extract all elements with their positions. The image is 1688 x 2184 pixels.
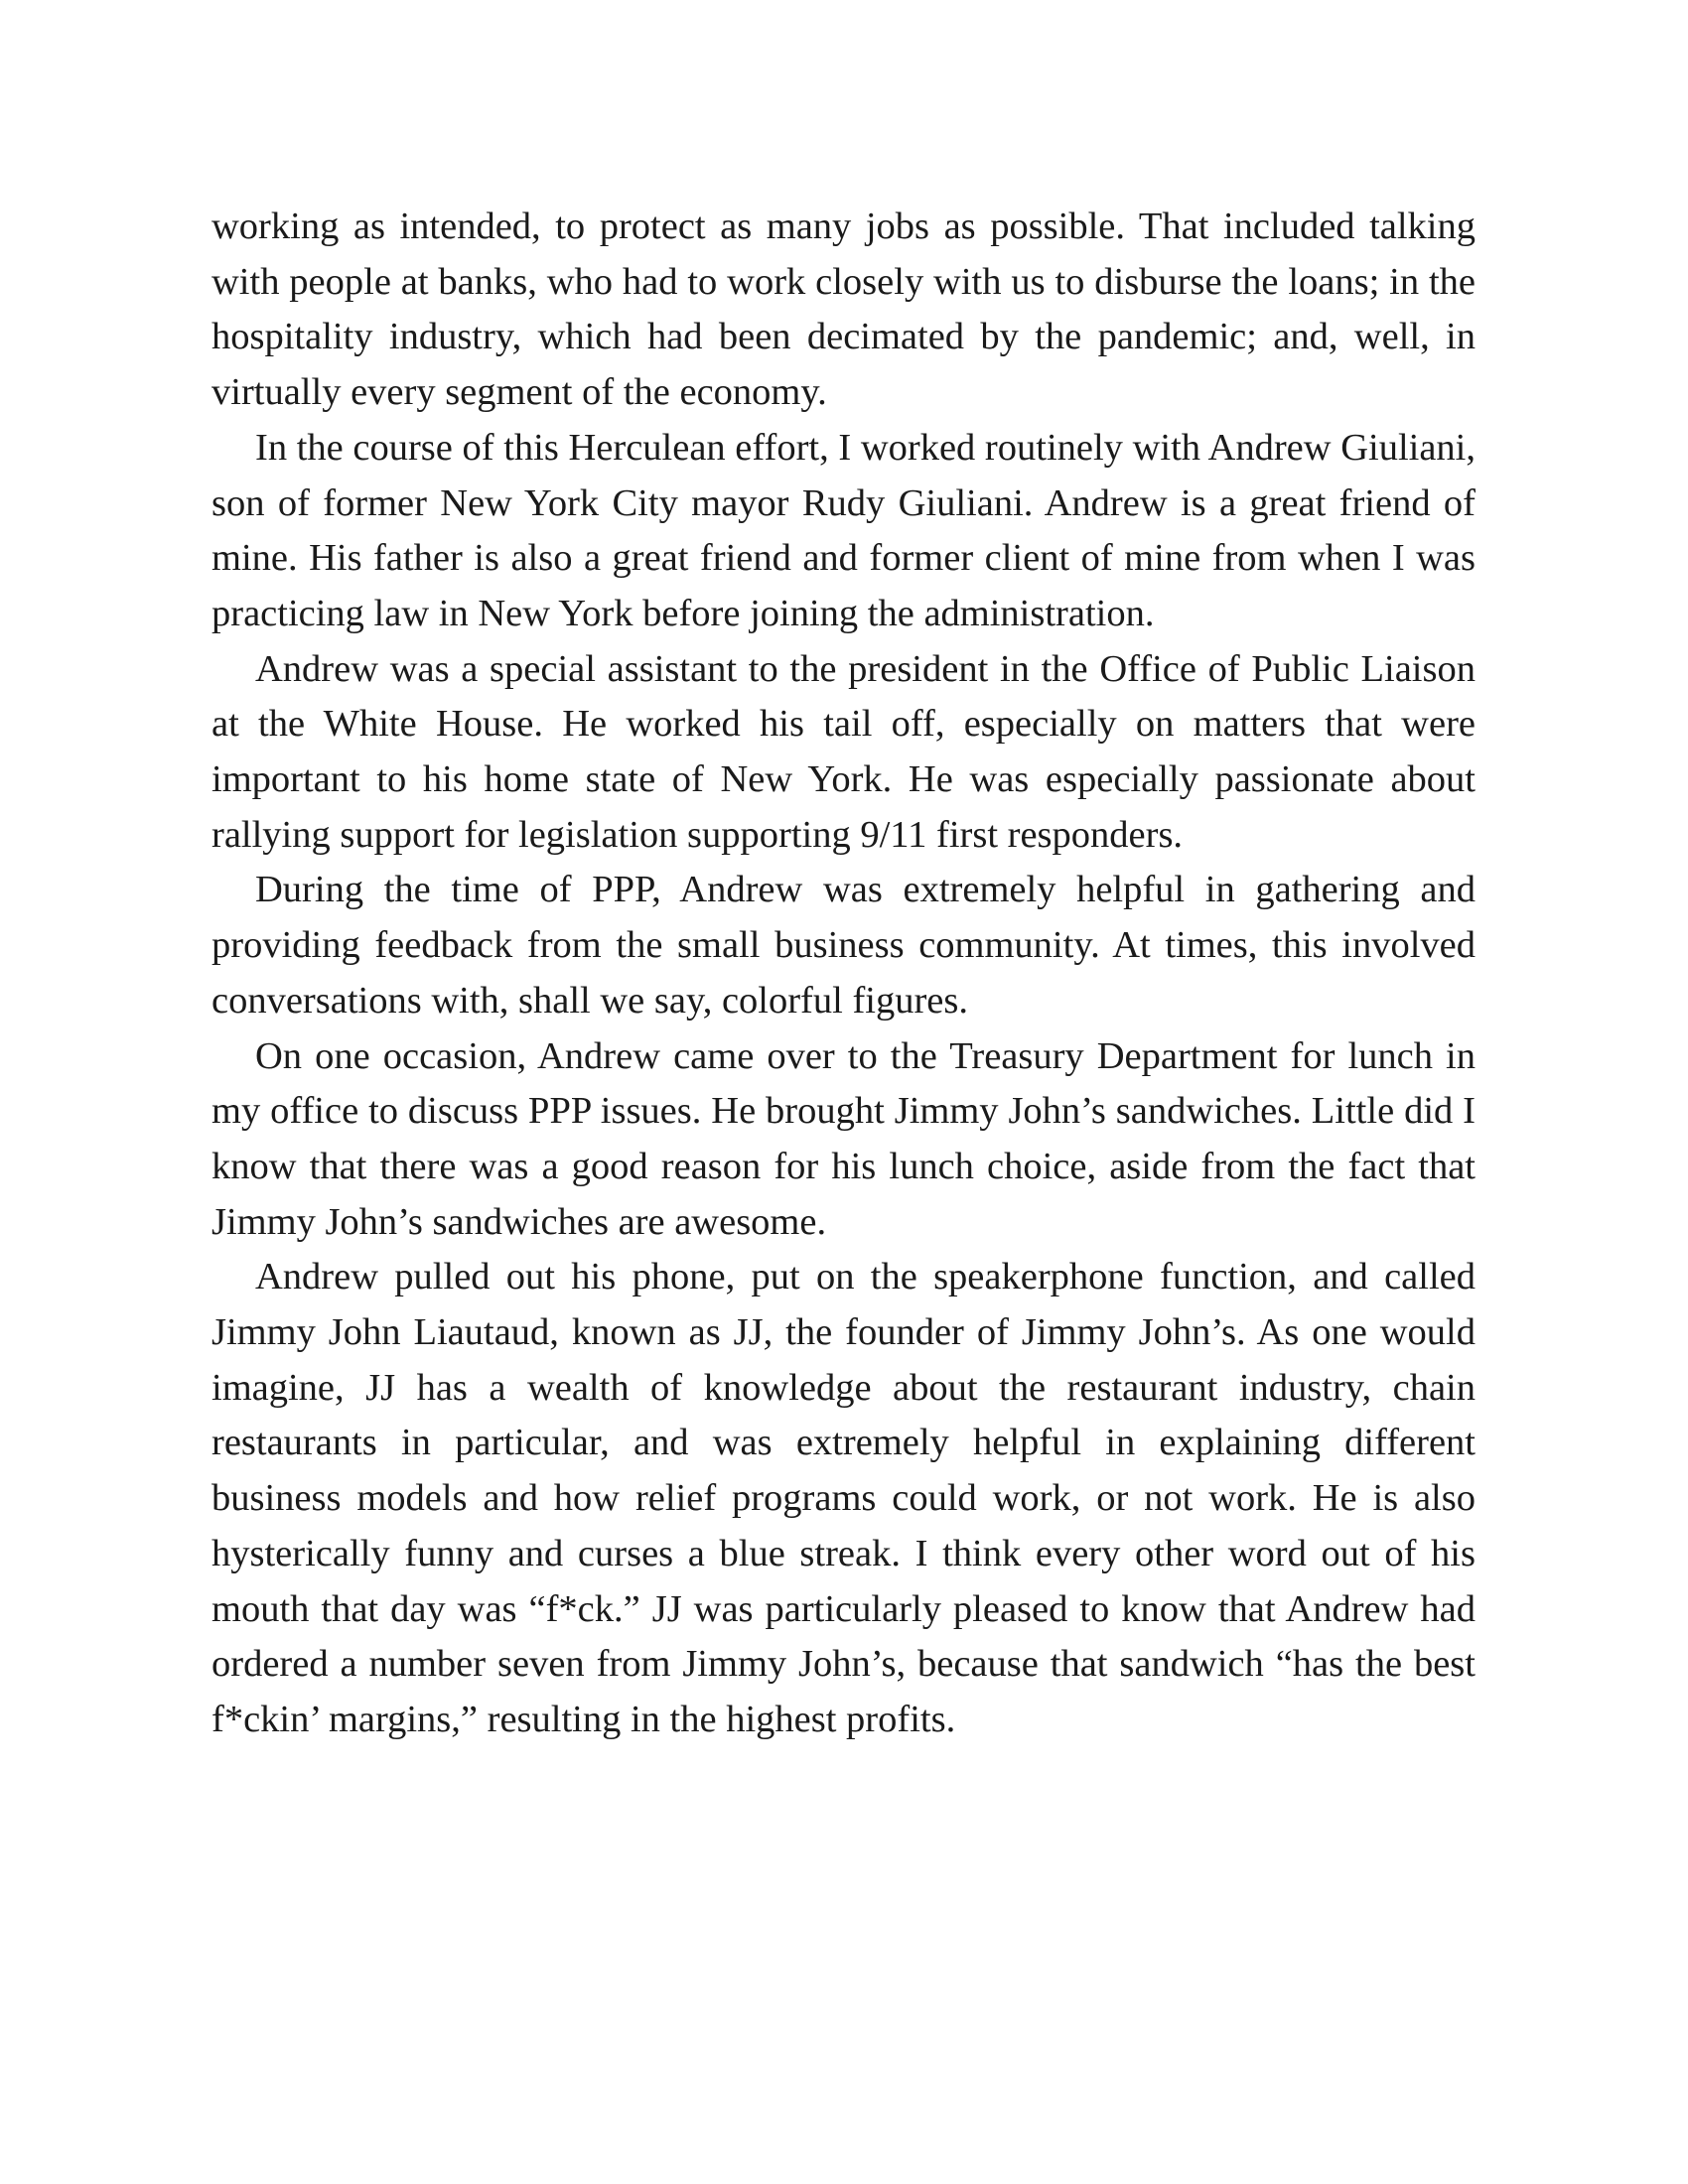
paragraph-lunch-occasion: On one occasion, Andrew came over to the Treasury Department for lunch in my office to discuss PPP issues. He brought Jimmy John’s sandwiches. Little did I know that there was a good reason for his lunch choice, aside from the fact that Jimmy John’s sandwiches are awesome. bbox=[211, 1034, 1476, 1243]
body-text bbox=[211, 200, 1476, 1748]
paragraph-jimmy-john-call: Andrew pulled out his phone, put on the speakerphone function, and called Jimmy John Liautaud, known as JJ, the founder of Jimmy John’s. As one would imagine, JJ has a wealth of knowledge about the restaurant industry, chain restaurants in particular, and was extremely helpful in explaining different business models and how relief programs could work, or not work. He is also hysterically funny and curses a blue streak. I think every other word out of his mouth that day was “f*ck.” JJ was particularly pleased to know that Andrew had ordered a number seven from Jimmy John’s, because that sandwich “has the best f*ckin’ margins,” resulting in the highest profits. bbox=[211, 1256, 1476, 1740]
paragraph-herculean-effort: In the course of this Herculean effort, I worked routinely with Andrew Giuliani, son of former New York City mayor Rudy Giuliani. Andrew is a great friend of mine. His father is also a great friend and former client of mine from when I was practicing law in New York before joining the administration. bbox=[211, 426, 1476, 634]
paragraph-ppp-feedback: During the time of PPP, Andrew was extremely helpful in gathering and providing feedback from the small business community. At times, this involved conversations with, shall we say, colorful figures. bbox=[211, 869, 1476, 1022]
paragraph-continued: working as intended, to protect as many jobs as possible. That included talking with people at banks, who had to work closely with us to disburse the loans; in the hospitality industry, which had been decimated by the pandemic; and, well, in virtually every segment of the economy. bbox=[211, 205, 1476, 414]
paragraph-special-assistant: Andrew was a special assistant to the president in the Office of Public Liaison at the White House. He worked his tail off, especially on matters that were important to his home state of New York. He was especially passionate about rallying support for legislation supporting 9/11 first responders. bbox=[211, 647, 1476, 856]
